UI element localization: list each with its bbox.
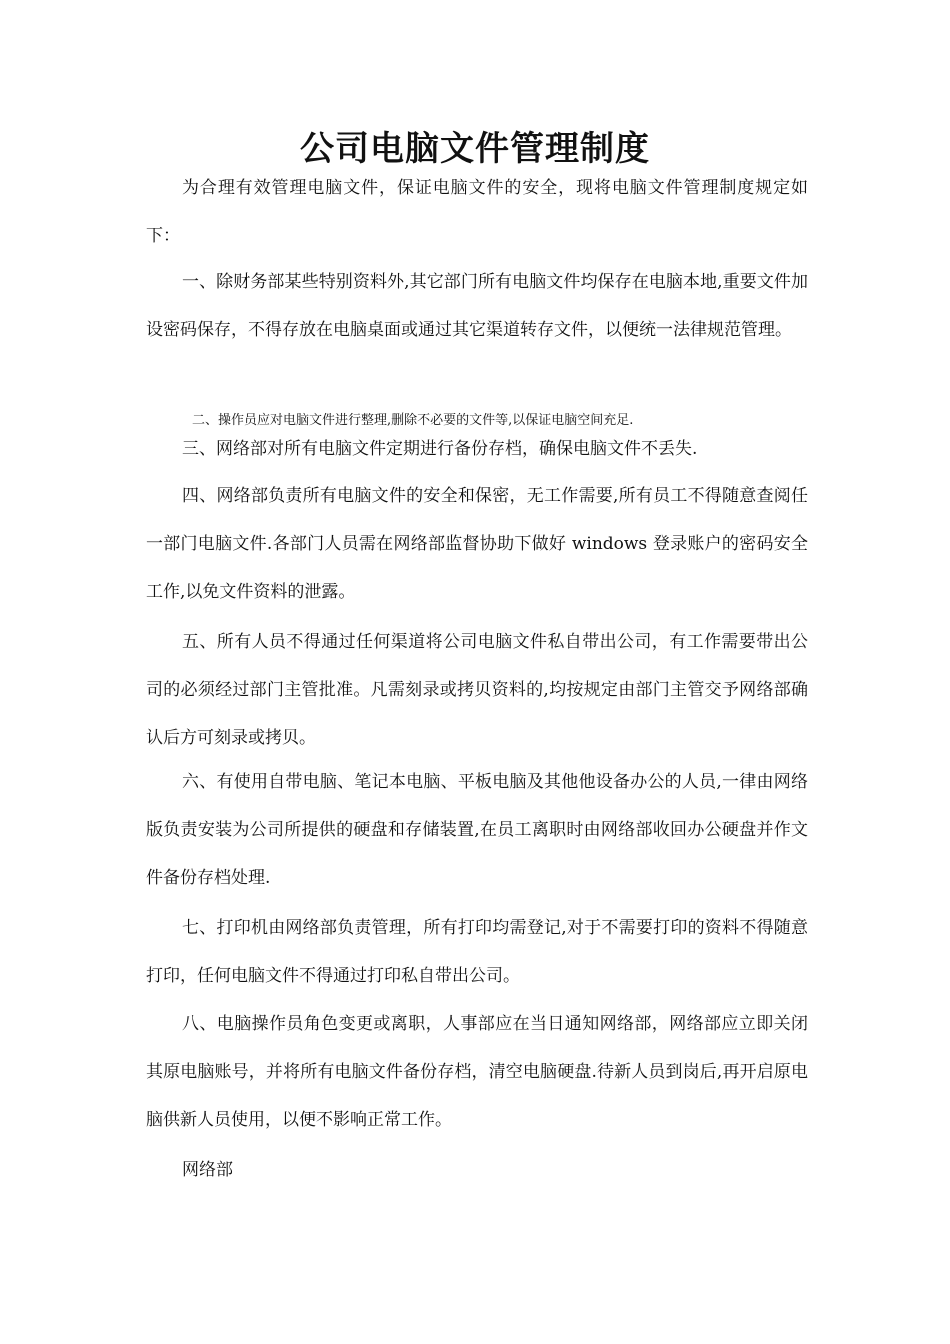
rule-item-3: 三、网络部对所有电脑文件定期进行备份存档，确保电脑文件不丢失.	[182, 439, 698, 459]
document-title: 公司电脑文件管理制度	[300, 129, 650, 169]
rule-item-7: 七、打印机由网络部负责管理，所有打印均需登记,对于不需要打印的资料不得随意打印，任何电脑文件不得通过打印私自带出公司。	[146, 918, 808, 986]
rule-item-2: 二、操作员应对电脑文件进行整理,删除不必要的文件等,以保证电脑空间充足.	[192, 413, 634, 428]
rule-item-4: 四、网络部负责所有电脑文件的安全和保密，无工作需要,所有员工不得随意查阅任一部门电脑文件.各部门人员需在网络部监督协助下做好 windows 登录账户的密码安全工作,以免文件资料的泄露。	[146, 486, 808, 602]
rule-item-1: 一、除财务部某些特别资料外,其它部门所有电脑文件均保存在电脑本地,重要文件加设密码保存，不得存放在电脑桌面或通过其它渠道转存文件，以便统一法律规范管理。	[146, 272, 808, 340]
signature-department: 网络部	[182, 1160, 233, 1180]
rule-item-8: 八、电脑操作员角色变更或离职，人事部应在当日通知网络部，网络部应立即关闭其原电脑账号，并将所有电脑文件备份存档，清空电脑硬盘.待新人员到岗后,再开启原电脑供新人员使用，以便不影响正常工作。	[146, 1014, 808, 1130]
intro-paragraph: 为合理有效管理电脑文件，保证电脑文件的安全，现将电脑文件管理制度规定如下：	[146, 178, 808, 246]
rule-item-6: 六、有使用自带电脑、笔记本电脑、平板电脑及其他他设备办公的人员,一律由网络版负责安装为公司所提供的硬盘和存储装置,在员工离职时由网络部收回办公硬盘并作文件备份存档处理.	[146, 772, 808, 888]
rule-item-5: 五、所有人员不得通过任何渠道将公司电脑文件私自带出公司，有工作需要带出公司的必须经过部门主管批准。凡需刻录或拷贝资料的,均按规定由部门主管交予网络部确认后方可刻录或拷贝。	[146, 632, 808, 748]
